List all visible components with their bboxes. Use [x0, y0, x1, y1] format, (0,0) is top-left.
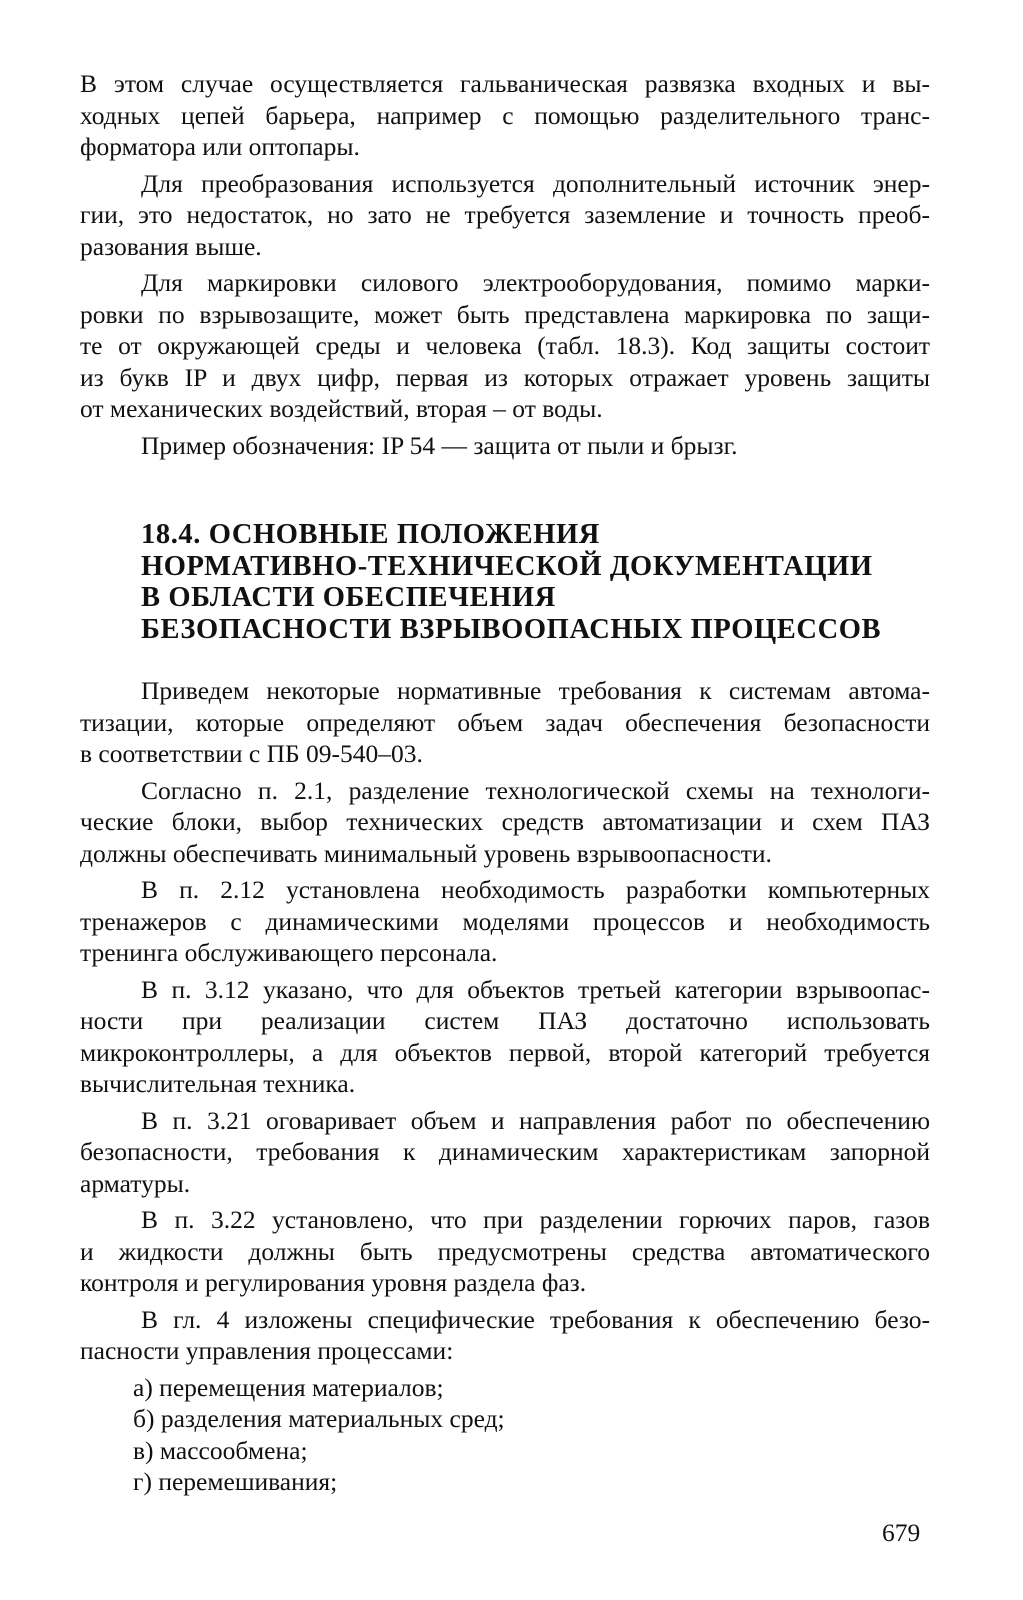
text-line: В этом случае осуществляется гальваническая развязка входных и вы-: [80, 69, 930, 98]
process-list: [80, 1372, 930, 1498]
list-item: б) разделения материальных сред;: [133, 1404, 505, 1433]
text-line: В п. 2.12 установлена необходимость разработки компьютерных: [141, 875, 930, 904]
list-item: г) перемешивания;: [133, 1467, 338, 1496]
text-line: из букв IP и двух цифр, первая из которых отражает уровень защиты: [80, 362, 930, 392]
paragraph-chapter-4: [80, 1304, 930, 1367]
paragraph-clause-2-12: [80, 874, 930, 969]
text-line: В гл. 4 изложены специфические требования к обеспечению безо-: [141, 1304, 930, 1334]
text-line: в соответствии с ПБ 09-540–03.: [80, 739, 423, 768]
text-line: В п. 3.12 указано, что для объектов третьей категории взрывоопас-: [141, 974, 930, 1004]
text-line: тренажеров с динамическими моделями процессов и необходимость: [80, 906, 930, 936]
text-line: вычислительная техника.: [80, 1069, 356, 1098]
paragraph-galvanic-isolation: [80, 68, 930, 163]
paragraph-clause-3-12: [80, 974, 930, 1100]
text-line: разования выше.: [80, 231, 262, 261]
paragraph-conversion: [80, 168, 930, 263]
heading-line: НОРМАТИВНО-ТЕХНИЧЕСКОЙ ДОКУМЕНТАЦИИ: [141, 550, 873, 582]
paragraph-example: [80, 430, 930, 462]
page-number: 679: [882, 1518, 921, 1547]
text-line: от механических воздействий, вторая – от воды.: [80, 394, 603, 423]
heading-line: 18.4. ОСНОВНЫЕ ПОЛОЖЕНИЯ: [141, 519, 600, 550]
text-line: Пример обозначения: IP 54 — защита от пыли и брызг.: [141, 430, 738, 460]
text-line: Для преобразования используется дополнительный источник энер-: [141, 168, 930, 198]
text-line: те от окружающей среды и человека (табл. 18.3). Код защиты состоит: [80, 331, 930, 360]
text-line: микроконтроллеры, а для объектов первой, второй категорий требуется: [80, 1037, 930, 1067]
text-line: форматора или оптопары.: [80, 132, 360, 161]
text-line: В п. 3.22 установлено, что при разделении горючих паров, газов: [141, 1205, 930, 1234]
list-item: в) массообмена;: [133, 1435, 308, 1465]
text-line: тренинга обслуживающего персонала.: [80, 938, 498, 967]
paragraph-clause-3-22: [80, 1204, 930, 1299]
section-heading: [80, 519, 930, 645]
heading-line: БЕЗОПАСНОСТИ ВЗРЫВООПАСНЫХ ПРОЦЕССОВ: [141, 613, 882, 645]
text-line: и жидкости должны быть предусмотрены средства автоматического: [80, 1236, 930, 1266]
paragraph-clause-3-21: [80, 1105, 930, 1200]
text-line: гии, это недостаток, но зато не требуется заземление и точность преоб-: [80, 200, 930, 229]
text-line: безопасности, требования к динамическим характеристикам запорной: [80, 1137, 930, 1166]
heading-line: В ОБЛАСТИ ОБЕСПЕЧЕНИЯ: [141, 582, 556, 613]
text-line: Приведем некоторые нормативные требования к системам автома-: [141, 676, 930, 705]
text-line: Согласно п. 2.1, разделение технологической схемы на технологи-: [141, 775, 930, 805]
text-line: пасности управления процессами:: [80, 1336, 454, 1365]
list-item: а) перемещения материалов;: [133, 1372, 444, 1402]
text-line: арматуры.: [80, 1168, 191, 1198]
text-line: контроля и регулирования уровня раздела фаз.: [80, 1268, 587, 1297]
page-body: [80, 68, 930, 1498]
text-line: Для маркировки силового электрооборудования, помимо марки-: [141, 268, 930, 297]
paragraph-marking: [80, 267, 930, 425]
paragraph-normative: [80, 675, 930, 770]
text-line: ходных цепей барьера, например с помощью разделительного транс-: [80, 100, 930, 130]
text-line: ческие блоки, выбор технических средств автоматизации и схем ПАЗ: [80, 807, 930, 836]
text-line: должны обеспечивать минимальный уровень взрывоопасности.: [80, 838, 772, 868]
text-line: ности при реализации систем ПАЗ достаточно использовать: [80, 1006, 930, 1035]
text-line: ровки по взрывозащите, может быть представлена маркировка по защи-: [80, 299, 930, 329]
paragraph-clause-2-1: [80, 775, 930, 870]
text-line: тизации, которые определяют объем задач обеспечения безопасности: [80, 707, 930, 737]
text-line: В п. 3.21 оговаривает объем и направления работ по обеспечению: [141, 1105, 930, 1135]
